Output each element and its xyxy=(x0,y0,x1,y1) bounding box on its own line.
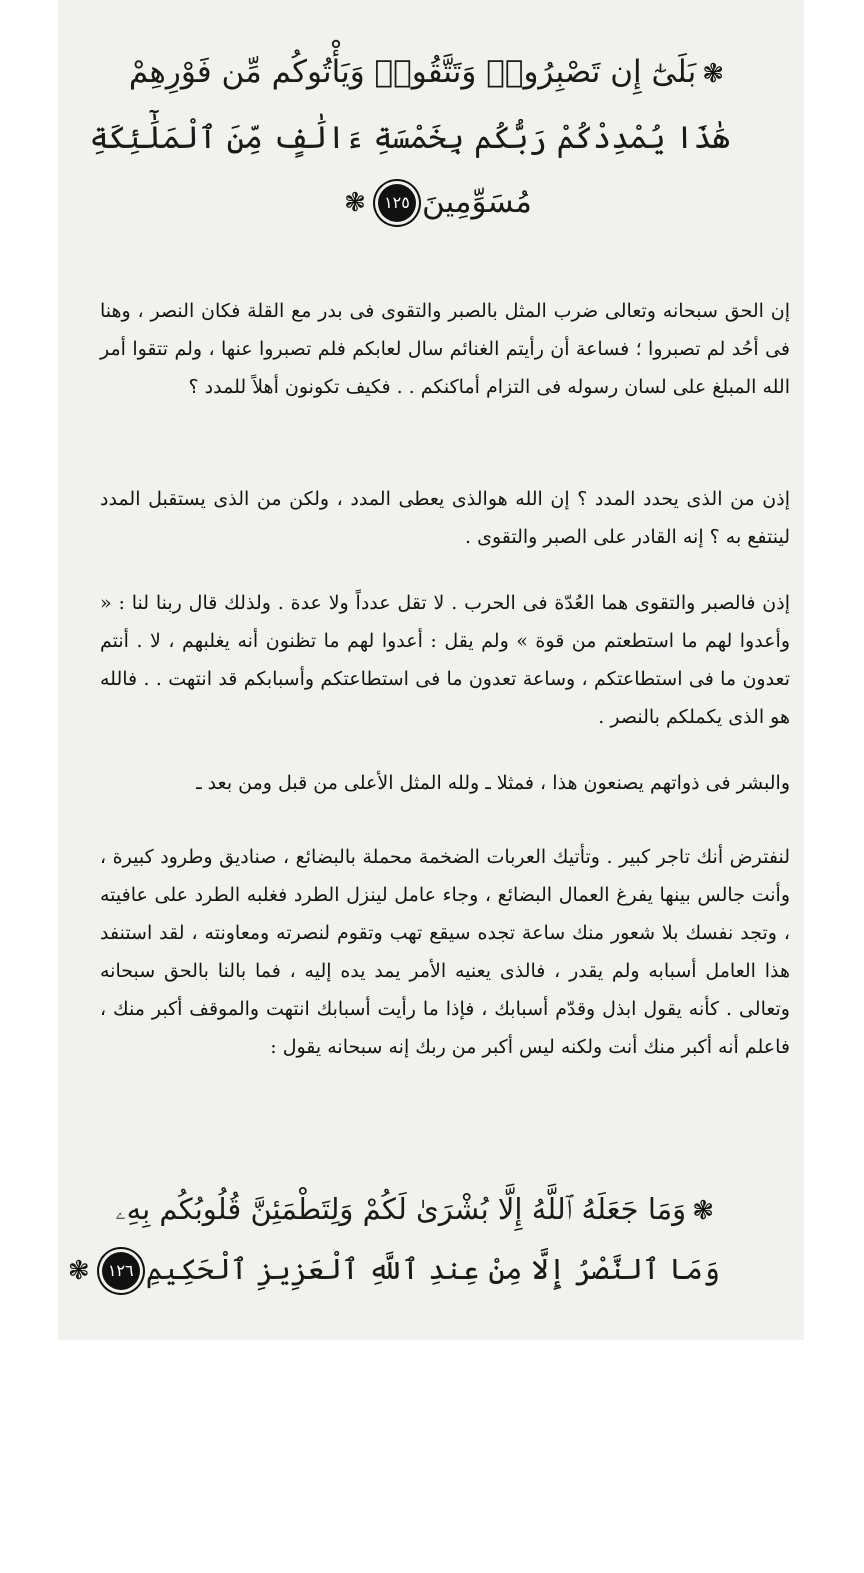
paragraph: إذن من الذى يحدد المدد ؟ إن الله هوالذى يعطى المدد ، ولكن من الذى يستقبل المدد لينتفع به ؟ إنه القادر على الصبر والتقوى . xyxy=(100,488,790,548)
paragraph: والبشر فى ذواتهم يصنعون هذا ، فمثلا ـ ولله المثل الأعلى من قبل ومن بعد ـ xyxy=(196,772,790,794)
ornament-end-icon: ❃ xyxy=(344,188,366,218)
verse-line: ❃بَلَىٰٓ إِن تَصْبِرُوا۟ وَتَتَّقُوا۟ وَيَأْتُوكُم مِّن فَوْرِهِمْ xyxy=(140,40,730,106)
ornament-end-icon: ❃ xyxy=(67,1256,90,1286)
ayah-number-badge: ١٢٦ xyxy=(102,1252,140,1290)
verse-line: مُسَوِّمِينَ١٢٥❃ xyxy=(140,170,730,236)
verse-line: هَٰذَا يُمْدِدْكُمْ رَبُّكُم بِخَمْسَةِ ءَالَٰفٍ مِّنَ ٱلْمَلَٰٓئِكَةِ xyxy=(89,119,730,156)
verse-line: وَمَا ٱلنَّصْرُ إِلَّا مِنْ عِندِ ٱللَّهِ ٱلْعَزِيزِ ٱلْحَكِيمِ١٢٦❃ xyxy=(150,1240,720,1300)
quran-verse-125 xyxy=(89,40,730,235)
ayah-number-badge: ١٢٥ xyxy=(378,184,416,222)
paragraph: لنفترض أنك تاجر كبير . وتأتيك العربات الضخمة محملة بالبضائع ، صناديق وطرود كبيرة ، وأنت جالس بينها يفرغ العمال البضائع ، وجاء عامل لينزل الطرد فغلبه الطرد على عافيته ، وتجد نفسك بلا شعور منك ساعة تجده سيقع تهب وتقوم لنصرته ومعاونته ، لقد استنفد هذا العامل أسبابه ولم يقدر ، فالذى يعنيه الأمر يمد يده إليه ، فما بالنا بالحق سبحانه وتعالى . كأنه يقول ابذل وقدّم أسبابك ، فإذا ما رأيت أسبابك انتهت والموقف أكبر منك ، فاعلم أنه أكبر منك أنت ولكنه ليس أكبر من ربك إنه سبحانه يقول : xyxy=(100,846,790,1058)
paragraph: إن الحق سبحانه وتعالى ضرب المثل بالصبر والتقوى فى بدر مع القلة فكان النصر ، وهنا فى أحُد لم تصبروا ؛ فساعة أن رأيتم الغنائم سال لعابكم فلم تصبروا عنها ، ولم تتقوا أمر الله المبلغ على لسان رسوله فى التزام أماكنكم . . فكيف تكونون أهلاً للمدد ؟ xyxy=(100,300,790,398)
paragraph: إذن فالصبر والتقوى هما العُدّة فى الحرب . لا تقل عدداً ولا عدة . ولذلك قال ربنا لنا : « وأعدوا لهم ما استطعتم من قوة » ولم يقل : أعدوا لهم ما تظنون أنه يغلبهم ، لا . أنتم تعدون ما فى استطاعتكم ، وساعة تعدون ما فى استطاعتكم وأسبابكم قد انتهت . . فالله هو الذى يكملكم بالنصر . xyxy=(100,592,790,728)
ornament-start-icon: ❃ xyxy=(692,1196,714,1226)
quran-verse-126 xyxy=(67,1180,720,1300)
verse-line: ❃وَمَا جَعَلَهُ ٱللَّهُ إِلَّا بُشْرَىٰ لَكُمْ وَلِتَطْمَئِنَّ قُلُوبُكُم بِهِۦ xyxy=(150,1180,720,1240)
ornament-start-icon: ❃ xyxy=(702,58,724,89)
